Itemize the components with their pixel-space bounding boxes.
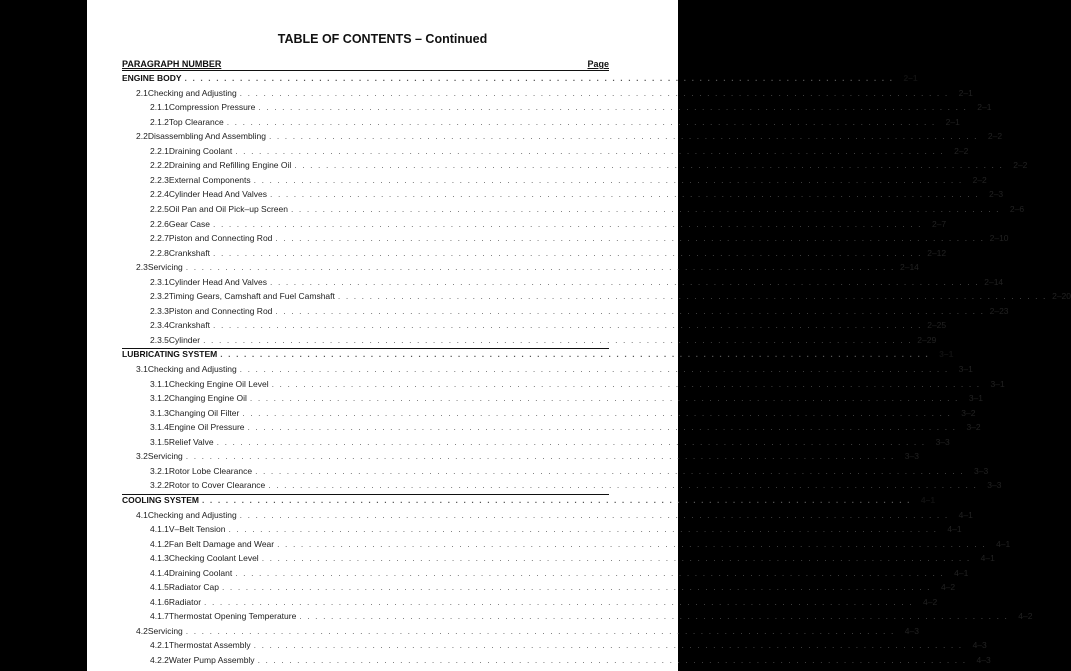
toc-entry-number: 2.1 bbox=[136, 87, 148, 98]
toc-section-row bbox=[136, 87, 973, 100]
toc-entry-page: 2–2 bbox=[1013, 160, 1028, 171]
dot-leader: . . . . . . . . . . . . . . . . . . . . . . . . . . . . . . . . . . . . . . . . . . . . . . . . . . . . . . . . . . . . . . . . . . . . . . . . . . . . . . . . . . . . . . . . . . bbox=[337, 291, 1048, 302]
toc-entry-number: 2.2.8 bbox=[150, 247, 169, 258]
dot-leader: . . . . . . . . . . . . . . . . . . . . . . . . . . . . . . . . . . . . . . . . . . . . . . . . . . . . . . . . . . . . . . . . . . . . . . . . . . . . . . . . . . . . . . . . . . bbox=[216, 436, 926, 447]
toc-entry-label: Checking Engine Oil Level bbox=[168, 378, 269, 389]
toc-entry-label: Fan Belt Damage and Wear bbox=[168, 538, 275, 549]
toc-entry-page: 4–3 bbox=[972, 640, 987, 651]
toc-entry-number: 2.3.2 bbox=[150, 291, 169, 302]
toc-subsection-row bbox=[150, 378, 1005, 391]
toc-subsection-row bbox=[150, 247, 947, 260]
toc-entry-number: 2.2.4 bbox=[150, 189, 169, 200]
dot-leader: . . . . . . . . . . . . . . . . . . . . . . . . . . . . . . . . . . . . . . . . . . . . . . . . . . . . . . . . . . . . . . . . . . . . . . . . . . . . . . . . . . . . . . . . . . bbox=[258, 102, 968, 113]
dot-leader: . . . . . . . . . . . . . . . . . . . . . . . . . . . . . . . . . . . . . . . . . . . . . . . . . . . . . . . . . . . . . . . . . . . . . . . . . . . . . . . . . . . . . . . . . . bbox=[203, 334, 913, 345]
dot-leader: . . . . . . . . . . . . . . . . . . . . . . . . . . . . . . . . . . . . . . . . . . . . . . . . . . . . . . . . . . . . . . . . . . . . . . . . . . . . . . . . . . . . . . . . . . bbox=[184, 73, 894, 83]
toc-entry-page: 2–10 bbox=[989, 233, 1009, 244]
toc-entry-number: 2.2.3 bbox=[150, 174, 169, 185]
toc-entry-label: Piston and Connecting Rod bbox=[168, 305, 273, 316]
toc-entry-number: 4.2.1 bbox=[150, 640, 169, 651]
toc-entry-number: 4.1.3 bbox=[150, 553, 169, 564]
toc-entry-page: 2–14 bbox=[900, 262, 919, 273]
toc-subsection-row bbox=[150, 305, 1009, 318]
toc-entry-label: Crankshaft bbox=[168, 247, 211, 258]
toc-entry-label: Checking Coolant Level bbox=[168, 553, 259, 564]
toc-entry-page: 2–2 bbox=[987, 131, 1003, 142]
toc-entry-page: 4–2 bbox=[940, 582, 956, 593]
toc-entry-number: 2.2.7 bbox=[150, 233, 169, 244]
toc-subsection-row bbox=[150, 610, 1033, 623]
toc-entry-number: 3.1 bbox=[136, 364, 148, 374]
dot-leader: . . . . . . . . . . . . . . . . . . . . . . . . . . . . . . . . . . . . . . . . . . . . . . . . . . . . . . . . . . . . . . . . . . . . . . . . . . . . . . . . . . . . . . . . . . bbox=[235, 145, 945, 156]
toc-entry-page: 2–6 bbox=[1009, 203, 1025, 214]
toc-entry-label: Servicing bbox=[147, 625, 183, 636]
toc-subsection-row bbox=[150, 188, 1004, 201]
toc-entry-page: 3–3 bbox=[935, 436, 950, 447]
page-column-header: Page bbox=[587, 59, 609, 69]
dot-leader: . . . . . . . . . . . . . . . . . . . . . . . . . . . . . . . . . . . . . . . . . . . . . . . . . . . . . . . . . . . . . . . . . . . . . . . . . . . . . . . . . . . . . . . . . . bbox=[290, 203, 1001, 214]
toc-subsection-row bbox=[150, 596, 938, 609]
dot-leader: . . . . . . . . . . . . . . . . . . . . . . . . . . . . . . . . . . . . . . . . . . . . . . . . . . . . . . . . . . . . . . . . . . . . . . . . . . . . . . . . . . . . . . . . . . bbox=[213, 247, 923, 258]
toc-entry-number: 2.1.1 bbox=[150, 102, 169, 113]
toc-subsection-row bbox=[150, 654, 991, 667]
paragraph-number-header: PARAGRAPH NUMBER bbox=[122, 59, 222, 69]
toc-entry-label: Oil Pan and Oil Pick–up Screen bbox=[168, 203, 288, 214]
toc-section-row bbox=[136, 509, 973, 522]
toc-subsection-row bbox=[150, 436, 950, 449]
toc-entry-label: Radiator bbox=[168, 596, 202, 607]
toc-entry-label: Changing Engine Oil bbox=[168, 393, 247, 404]
toc-entry-page: 3–3 bbox=[904, 451, 919, 462]
toc-entry-number: 2.2.1 bbox=[150, 145, 169, 156]
dot-leader: . . . . . . . . . . . . . . . . . . . . . . . . . . . . . . . . . . . . . . . . . . . . . . . . . . . . . . . . . . . . . . . . . . . . . . . . . . . . . . . . . . . . . . . . . . bbox=[299, 611, 1009, 622]
dot-leader: . . . . . . . . . . . . . . . . . . . . . . . . . . . . . . . . . . . . . . . . . . . . . . . . . . . . . . . . . . . . . . . . . . . . . . . . . . . . . . . . . . . . . . . . . . bbox=[277, 538, 987, 549]
toc-entry-page: 2–2 bbox=[954, 145, 969, 156]
toc-entry-label: Changing Oil Filter bbox=[168, 407, 240, 418]
toc-entry-number: 2.3.3 bbox=[150, 305, 169, 316]
dot-leader: . . . . . . . . . . . . . . . . . . . . . . . . . . . . . . . . . . . . . . . . . . . . . . . . . . . . . . . . . . . . . . . . . . . . . . . . . . . . . . . . . . . . . . . . . . bbox=[275, 233, 985, 244]
toc-entry-label: Servicing bbox=[147, 451, 183, 462]
toc-entry-page: 2–12 bbox=[927, 247, 947, 258]
dot-leader: . . . . . . . . . . . . . . . . . . . . . . . . . . . . . . . . . . . . . . . . . . . . . . . . . . . . . . . . . . . . . . . . . . . . . . . . . . . . . . . . . . . . . . . . . . bbox=[239, 364, 949, 374]
toc-entry-page: 4–3 bbox=[904, 625, 919, 636]
dot-leader: . . . . . . . . . . . . . . . . . . . . . . . . . . . . . . . . . . . . . . . . . . . . . . . . . . . . . . . . . . . . . . . . . . . . . . . . . . . . . . . . . . . . . . . . . . bbox=[268, 131, 979, 142]
toc-entry-number: 4.2 bbox=[136, 625, 148, 636]
toc-entry-label: Water Pump Assembly bbox=[168, 655, 255, 665]
toc-subsection-row bbox=[150, 276, 1004, 289]
toc-subsection-row bbox=[150, 159, 1028, 172]
dot-leader: . . . . . . . . . . . . . . . . . . . . . . . . . . . . . . . . . . . . . . . . . . . . . . . . . . . . . . . . . . . . . . . . . . . . . . . . . . . . . . . . . . . . . . . . . . bbox=[294, 160, 1004, 171]
toc-entry-number: 3.2.2 bbox=[150, 480, 169, 491]
toc-entry-label: Gear Case bbox=[168, 218, 211, 229]
toc-entry-label: Cylinder Head And Valves bbox=[168, 189, 268, 200]
dot-leader: . . . . . . . . . . . . . . . . . . . . . . . . . . . . . . . . . . . . . . . . . . . . . . . . . . . . . . . . . . . . . . . . . . . . . . . . . . . . . . . . . . . . . . . . . . bbox=[275, 305, 985, 316]
toc-entry-page: 2–3 bbox=[988, 189, 1004, 200]
toc-entry-label: Radiator Cap bbox=[168, 582, 219, 593]
toc-entry-number: 4.1.5 bbox=[150, 582, 169, 593]
toc-section-row bbox=[136, 450, 919, 463]
dot-leader: . . . . . . . . . . . . . . . . . . . . . . . . . . . . . . . . . . . . . . . . . . . . . . . . . . . . . . . . . . . . . . . . . . . . . . . . . . . . . . . . . . . . . . . . . . bbox=[249, 393, 960, 404]
dot-leader: . . . . . . . . . . . . . . . . . . . . . . . . . . . . . . . . . . . . . . . . . . . . . . . . . . . . . . . . . . . . . . . . . . . . . . . . . . . . . . . . . . . . . . . . . . bbox=[213, 218, 923, 229]
toc-entry-number: 2.1.2 bbox=[150, 116, 169, 127]
toc-subsection-row bbox=[150, 203, 1025, 216]
toc-entry-number: 3.1.5 bbox=[150, 436, 169, 447]
toc-entry-label: Piston and Connecting Rod bbox=[168, 233, 273, 244]
toc-entry-label: ENGINE BODY bbox=[122, 73, 182, 83]
toc-entry-label: Rotor to Cover Clearance bbox=[168, 480, 266, 491]
toc-chapter-row bbox=[122, 72, 918, 85]
toc-subsection-row bbox=[150, 421, 981, 434]
toc-subsection-row bbox=[150, 552, 995, 565]
dot-leader: . . . . . . . . . . . . . . . . . . . . . . . . . . . . . . . . . . . . . . . . . . . . . . . . . . . . . . . . . . . . . . . . . . . . . . . . . . . . . . . . . . . . . . . . . . bbox=[228, 524, 938, 535]
toc-entry-page: 2–1 bbox=[958, 87, 973, 98]
toc-entry-page: 4–1 bbox=[996, 538, 1011, 549]
dot-leader: . . . . . . . . . . . . . . . . . . . . . . . . . . . . . . . . . . . . . . . . . . . . . . . . . . . . . . . . . . . . . . . . . . . . . . . . . . . . . . . . . . . . . . . . . . bbox=[201, 494, 912, 505]
toc-chapter-row bbox=[122, 494, 936, 507]
toc-section-row bbox=[136, 261, 919, 274]
toc-entry-number: 3.1.3 bbox=[150, 407, 169, 418]
dot-leader: . . . . . . . . . . . . . . . . . . . . . . . . . . . . . . . . . . . . . . . . . . . . . . . . . . . . . . . . . . . . . . . . . . . . . . . . . . . . . . . . . . . . . . . . . . bbox=[253, 640, 963, 651]
dot-leader: . . . . . . . . . . . . . . . . . . . . . . . . . . . . . . . . . . . . . . . . . . . . . . . . . . . . . . . . . . . . . . . . . . . . . . . . . . . . . . . . . . . . . . . . . . bbox=[255, 465, 965, 476]
toc-entry-page: 4–1 bbox=[947, 524, 962, 535]
toc-subsection-row bbox=[150, 334, 937, 347]
toc-entry-number: 2.3 bbox=[136, 262, 148, 273]
dot-leader: . . . . . . . . . . . . . . . . . . . . . . . . . . . . . . . . . . . . . . . . . . . . . . . . . . . . . . . . . . . . . . . . . . . . . . . . . . . . . . . . . . . . . . . . . . bbox=[204, 596, 914, 607]
dot-leader: . . . . . . . . . . . . . . . . . . . . . . . . . . . . . . . . . . . . . . . . . . . . . . . . . . . . . . . . . . . . . . . . . . . . . . . . . . . . . . . . . . . . . . . . . . bbox=[239, 87, 949, 98]
dot-leader: . . . . . . . . . . . . . . . . . . . . . . . . . . . . . . . . . . . . . . . . . . . . . . . . . . . . . . . . . . . . . . . . . . . . . . . . . . . . . . . . . . . . . . . . . . bbox=[185, 262, 895, 273]
dot-leader: . . . . . . . . . . . . . . . . . . . . . . . . . . . . . . . . . . . . . . . . . . . . . . . . . . . . . . . . . . . . . . . . . . . . . . . . . . . . . . . . . . . . . . . . . . bbox=[242, 407, 952, 418]
toc-entry-label: Thermostat Assembly bbox=[168, 640, 251, 651]
toc-entry-page: 2–20 bbox=[1052, 291, 1071, 302]
toc-entry-label: Draining Coolant bbox=[168, 145, 233, 156]
toc-subsection-row bbox=[150, 581, 956, 594]
dot-leader: . . . . . . . . . . . . . . . . . . . . . . . . . . . . . . . . . . . . . . . . . . . . . . . . . . . . . . . . . . . . . . . . . . . . . . . . . . . . . . . . . . . . . . . . . . bbox=[268, 480, 978, 491]
dot-leader: . . . . . . . . . . . . . . . . . . . . . . . . . . . . . . . . . . . . . . . . . . . . . . . . . . . . . . . . . . . . . . . . . . . . . . . . . . . . . . . . . . . . . . . . . . bbox=[226, 116, 936, 127]
toc-entry-label: Draining Coolant bbox=[168, 567, 233, 578]
toc-list bbox=[87, 0, 1071, 671]
toc-entry-page: 4–1 bbox=[954, 567, 969, 578]
toc-entry-page: 3–2 bbox=[966, 422, 981, 433]
toc-entry-page: 4–1 bbox=[920, 494, 936, 505]
toc-entry-number: 4.2.2 bbox=[150, 655, 169, 665]
toc-entry-page: 2–25 bbox=[927, 320, 947, 331]
page-title: TABLE OF CONTENTS – Continued bbox=[277, 32, 488, 46]
toc-entry-label: External Components bbox=[168, 174, 251, 185]
dot-leader: . . . . . . . . . . . . . . . . . . . . . . . . . . . . . . . . . . . . . . . . . . . . . . . . . . . . . . . . . . . . . . . . . . . . . . . . . . . . . . . . . . . . . . . . . . bbox=[239, 509, 949, 520]
toc-entry-page: 2–1 bbox=[977, 102, 992, 113]
toc-entry-label: Cylinder Head And Valves bbox=[168, 276, 268, 287]
toc-section-row bbox=[136, 625, 919, 638]
toc-entry-page: 3–1 bbox=[968, 393, 984, 404]
toc-entry-number: 4.1.7 bbox=[150, 611, 169, 622]
toc-subsection-row bbox=[150, 479, 1002, 492]
toc-entry-page: 3–3 bbox=[987, 480, 1002, 491]
dot-leader: . . . . . . . . . . . . . . . . . . . . . . . . . . . . . . . . . . . . . . . . . . . . . . . . . . . . . . . . . . . . . . . . . . . . . . . . . . . . . . . . . . . . . . . . . . bbox=[257, 655, 967, 665]
toc-entry-label: Compression Pressure bbox=[168, 102, 256, 113]
toc-entry-page: 2–1 bbox=[903, 73, 918, 83]
toc-entry-number: 2.2.6 bbox=[150, 218, 169, 229]
dot-leader: . . . . . . . . . . . . . . . . . . . . . . . . . . . . . . . . . . . . . . . . . . . . . . . . . . . . . . . . . . . . . . . . . . . . . . . . . . . . . . . . . . . . . . . . . . bbox=[185, 625, 895, 636]
toc-section-row bbox=[136, 363, 973, 376]
toc-entry-label: Thermostat Opening Temperature bbox=[168, 611, 297, 622]
dot-leader: . . . . . . . . . . . . . . . . . . . . . . . . . . . . . . . . . . . . . . . . . . . . . . . . . . . . . . . . . . . . . . . . . . . . . . . . . . . . . . . . . . . . . . . . . . bbox=[220, 349, 930, 360]
dot-leader: . . . . . . . . . . . . . . . . . . . . . . . . . . . . . . . . . . . . . . . . . . . . . . . . . . . . . . . . . . . . . . . . . . . . . . . . . . . . . . . . . . . . . . . . . . bbox=[235, 567, 945, 578]
toc-subsection-row bbox=[150, 538, 1011, 551]
toc-entry-number: 2.2.5 bbox=[150, 203, 169, 214]
toc-entry-number: 3.1.1 bbox=[150, 378, 169, 389]
toc-entry-number: 4.1.4 bbox=[150, 567, 169, 578]
toc-entry-label: Checking and Adjusting bbox=[147, 87, 237, 98]
dot-leader: . . . . . . . . . . . . . . . . . . . . . . . . . . . . . . . . . . . . . . . . . . . . . . . . . . . . . . . . . . . . . . . . . . . . . . . . . . . . . . . . . . . . . . . . . . bbox=[271, 378, 981, 389]
toc-entry-label: Engine Oil Pressure bbox=[168, 422, 245, 433]
toc-entry-page: 2–1 bbox=[945, 116, 960, 127]
toc-entry-number: 2.3.5 bbox=[150, 334, 169, 345]
toc-entry-label: Checking and Adjusting bbox=[147, 364, 237, 374]
toc-entry-page: 2–23 bbox=[989, 305, 1009, 316]
toc-entry-label: Disassembling And Assembling bbox=[147, 131, 266, 142]
toc-subsection-row bbox=[150, 232, 1009, 245]
toc-entry-page: 3–1 bbox=[939, 349, 954, 360]
toc-entry-page: 3–2 bbox=[961, 407, 976, 418]
dot-leader: . . . . . . . . . . . . . . . . . . . . . . . . . . . . . . . . . . . . . . . . . . . . . . . . . . . . . . . . . . . . . . . . . . . . . . . . . . . . . . . . . . . . . . . . . . bbox=[185, 451, 895, 462]
toc-chapter-row bbox=[122, 348, 954, 361]
toc-entry-page: 2–14 bbox=[984, 276, 1004, 287]
toc-entry-number: 3.2 bbox=[136, 451, 148, 462]
toc-entry-number: 3.2.1 bbox=[150, 465, 169, 476]
toc-entry-label: Cylinder bbox=[168, 334, 201, 345]
dot-leader: . . . . . . . . . . . . . . . . . . . . . . . . . . . . . . . . . . . . . . . . . . . . . . . . . . . . . . . . . . . . . . . . . . . . . . . . . . . . . . . . . . . . . . . . . . bbox=[222, 582, 932, 593]
toc-entry-page: 3–1 bbox=[958, 364, 973, 374]
toc-entry-number: 3.1.2 bbox=[150, 393, 169, 404]
toc-entry-label: Rotor Lobe Clearance bbox=[168, 465, 253, 476]
dot-leader: . . . . . . . . . . . . . . . . . . . . . . . . . . . . . . . . . . . . . . . . . . . . . . . . . . . . . . . . . . . . . . . . . . . . . . . . . . . . . . . . . . . . . . . . . . bbox=[213, 320, 923, 331]
toc-entry-page: 2–29 bbox=[917, 334, 937, 345]
toc-subsection-row bbox=[150, 116, 960, 129]
toc-entry-number: 4.1.6 bbox=[150, 596, 169, 607]
dot-leader: . . . . . . . . . . . . . . . . . . . . . . . . . . . . . . . . . . . . . . . . . . . . . . . . . . . . . . . . . . . . . . . . . . . . . . . . . . . . . . . . . . . . . . . . . . bbox=[253, 174, 963, 185]
toc-entry-page: 3–1 bbox=[990, 378, 1005, 389]
toc-entry-page: 3–3 bbox=[974, 465, 989, 476]
toc-entry-label: Top Clearance bbox=[168, 116, 224, 127]
toc-entry-label: Draining and Refilling Engine Oil bbox=[168, 160, 292, 171]
toc-subsection-row bbox=[150, 567, 969, 580]
toc-subsection-row bbox=[150, 290, 1071, 303]
toc-entry-number: 2.3.1 bbox=[150, 276, 169, 287]
toc-entry-label: LUBRICATING SYSTEM bbox=[122, 349, 218, 360]
toc-entry-label: Crankshaft bbox=[168, 320, 211, 331]
toc-entry-number: 2.3.4 bbox=[150, 320, 169, 331]
toc-entry-label: COOLING SYSTEM bbox=[122, 494, 199, 505]
toc-entry-page: 2–7 bbox=[931, 218, 947, 229]
toc-entry-label: Servicing bbox=[147, 262, 183, 273]
toc-entry-label: Timing Gears, Camshaft and Fuel Camshaft bbox=[168, 291, 335, 302]
toc-subsection-row bbox=[150, 174, 987, 187]
toc-entry-number: 2.2 bbox=[136, 131, 148, 142]
document-page bbox=[87, 0, 1071, 671]
toc-subsection-row bbox=[150, 319, 947, 332]
toc-subsection-row bbox=[150, 407, 976, 420]
dot-leader: . . . . . . . . . . . . . . . . . . . . . . . . . . . . . . . . . . . . . . . . . . . . . . . . . . . . . . . . . . . . . . . . . . . . . . . . . . . . . . . . . . . . . . . . . . bbox=[247, 422, 957, 433]
dot-leader: . . . . . . . . . . . . . . . . . . . . . . . . . . . . . . . . . . . . . . . . . . . . . . . . . . . . . . . . . . . . . . . . . . . . . . . . . . . . . . . . . . . . . . . . . . bbox=[261, 553, 971, 564]
toc-subsection-row bbox=[150, 101, 992, 114]
toc-entry-number: 3.1.4 bbox=[150, 422, 169, 433]
dot-leader: . . . . . . . . . . . . . . . . . . . . . . . . . . . . . . . . . . . . . . . . . . . . . . . . . . . . . . . . . . . . . . . . . . . . . . . . . . . . . . . . . . . . . . . . . . bbox=[270, 276, 980, 287]
toc-entry-label: V–Belt Tension bbox=[168, 524, 226, 535]
toc-entry-label: Relief Valve bbox=[168, 436, 214, 447]
toc-entry-page: 2–2 bbox=[972, 174, 987, 185]
toc-subsection-row bbox=[150, 465, 989, 478]
toc-section-row bbox=[136, 130, 1003, 143]
toc-entry-page: 4–2 bbox=[922, 596, 938, 607]
toc-entry-label: Checking and Adjusting bbox=[147, 509, 237, 520]
toc-entry-page: 4–1 bbox=[980, 553, 995, 564]
toc-subsection-row bbox=[150, 639, 987, 652]
toc-subsection-row bbox=[150, 218, 947, 231]
toc-subsection-row bbox=[150, 145, 969, 158]
toc-entry-page: 4–2 bbox=[1018, 611, 1033, 622]
toc-entry-number: 4.1.1 bbox=[150, 524, 169, 535]
toc-subsection-row bbox=[150, 392, 984, 405]
toc-subsection-row bbox=[150, 523, 962, 536]
dot-leader: . . . . . . . . . . . . . . . . . . . . . . . . . . . . . . . . . . . . . . . . . . . . . . . . . . . . . . . . . . . . . . . . . . . . . . . . . . . . . . . . . . . . . . . . . . bbox=[270, 189, 980, 200]
toc-entry-page: 4–3 bbox=[976, 655, 991, 665]
toc-entry-number: 2.2.2 bbox=[150, 160, 169, 171]
toc-entry-number: 4.1.2 bbox=[150, 538, 169, 549]
toc-entry-page: 4–1 bbox=[958, 509, 973, 520]
toc-entry-number: 4.1 bbox=[136, 509, 148, 520]
